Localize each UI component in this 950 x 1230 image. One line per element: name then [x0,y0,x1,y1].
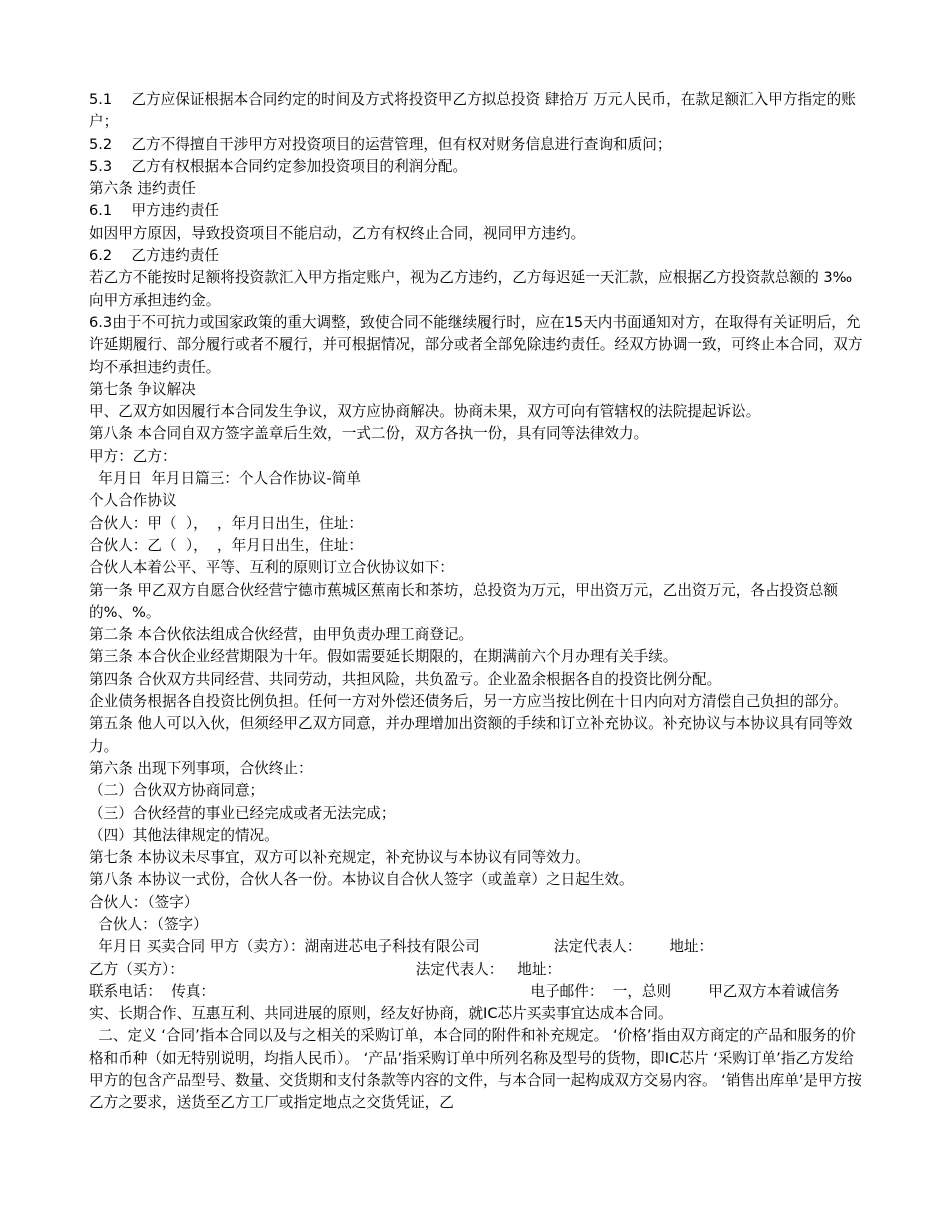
article-1: 第一条 甲乙双方自愿合伙经营宁德市蕉城区蕉南长和茶坊，总投资为万元，甲出资万元，乙出资万元，各占投资总额的%、%。 [89,581,838,621]
clause-5-2: 5.2 乙方不得擅自干涉甲方对投资项目的运营管理，但有权对财务信息进行查询和质问； [89,135,672,153]
document-body [89,89,864,1115]
article-5: 第五条 他人可以入伙，但须经甲乙双方同意，并办理增加出资额的手续和订立补充协议。补充协议与本协议具有同等效力。 [89,715,853,755]
article-6-heading: 第六条 违约责任 [89,180,196,198]
partner-b: 合伙人：乙（ ）， ，年月日出生，住址： [89,536,363,554]
contact-and-general: 联系电话： 传真： 电子邮件： 一，总则 甲乙双方本着诚信务实、长期合作、互惠互利、共同进展的原则，经友好协商，就IC芯片买卖事宜达成本合同。 [89,982,840,1023]
article-6: 第六条 出现下列事项，合伙终止： [89,759,313,777]
list-item: （三）合伙经营的事业已经完成或者无法完成； [89,804,396,822]
signature-line: 合伙人：（签字） [89,893,199,911]
definitions: 二、定义 ‘合同’指本合同以及与之相关的采购订单，本合同的附件和补充规定。 ‘价格’指由双方商定的产品和服务的价格和币种（如无特别说明，均指人民币）。 ‘产品’指采购订单中所列名称及型号的货物，即IC芯片 ‘采购订单’指乙方发给甲方的包含产品型号、数量、交货期和支付条款等内容的文件，与本合同一起构成双方交易内容。 ‘销售出库单’是甲方按乙方之要求，送货至乙方工厂或指定地点之交货凭证，乙 [89,1027,862,1112]
partner-a: 合伙人：甲（ ）， ，年月日出生，住址： [89,514,363,532]
article-3: 第三条 本合伙企业经营期限为十年。假如需要延长期限的，在期满前六个月办理有关手续。 [89,648,678,666]
list-item: （四）其他法律规定的情况。 [89,826,279,844]
signature-line: 甲方：乙方： [89,447,177,465]
article-7-heading: 第七条 争议解决 [89,380,196,398]
date-line: 年月日 年月日篇三：个人合作协议-简单 [89,470,361,488]
article-8: 第八条 本合同自双方签字盖章后生效，一式二份，双方各执一份，具有同等法律效力。 [89,425,649,443]
clause-5-3: 5.3 乙方有权根据本合同约定参加投资项目的利润分配。 [89,157,468,175]
party-b-line: 乙方（买方）： 法定代表人： 地址： [89,960,562,978]
clause-6-2: 6.2 乙方违约责任 [89,247,220,265]
article-2: 第二条 本合伙依法组成合伙经营，由甲负责办理工商登记。 [89,626,474,644]
article-4: 第四条 合伙双方共同经营、共同劳动，共担风险，共负盈亏。企业盈余根据各自的投资比例分配。 [89,670,722,688]
article-8: 第八条 本协议一式份，合伙人各一份。本协议自合伙人签字（或盖章）之日起生效。 [89,871,634,889]
paragraph: 若乙方不能按时足额将投资款汇入甲方指定账户，视为乙方违约，乙方每迟延一天汇款，应根据乙方投资款总额的 3‰向甲方承担违约金。 [89,269,853,309]
clause-6-3: 6.3由于不可抗力或国家政策的重大调整，致使合同不能继续履行时，应在15天内书面通知对方，在取得有关证明后，允许延期履行、部分履行或者不履行，并可根据情况，部分或者全部免除违约责任。经双方协调一致，可终止本合同，双方均不承担违约责任。 [89,313,863,376]
paragraph: 合伙人本着公平、平等、互利的原则订立合伙协议如下： [89,559,454,577]
paragraph: 甲、乙双方如因履行本合同发生争议，双方应协商解决。协商未果，双方可向有管辖权的法院提起诉讼。 [89,403,761,421]
agreement-title: 个人合作协议 [89,492,177,510]
paragraph: 企业债务根据各自投资比例负担。任何一方对外偿还债务后，另一方应当按比例在十日内向对方清偿自己负担的部分。 [89,693,848,711]
signature-line: 合伙人：（签字） [89,915,208,933]
sales-contract-parties: 年月日 买卖合同 甲方（卖方）：湖南进芯电子科技有限公司 法定代表人： 地址： [89,938,714,956]
article-7: 第七条 本协议未尽事宜，双方可以补充规定，补充协议与本协议有同等效力。 [89,849,590,867]
list-item: （二）合伙双方协商同意； [89,782,265,800]
paragraph: 如因甲方原因，导致投资项目不能启动，乙方有权终止合同，视同甲方违约。 [89,224,586,242]
clause-6-1: 6.1 甲方违约责任 [89,202,220,220]
clause-5-1: 5.1 乙方应保证根据本合同约定的时间及方式将投资甲乙方拟总投资 肆拾万 万元人民币，在款足额汇入甲方指定的账户； [89,91,856,131]
